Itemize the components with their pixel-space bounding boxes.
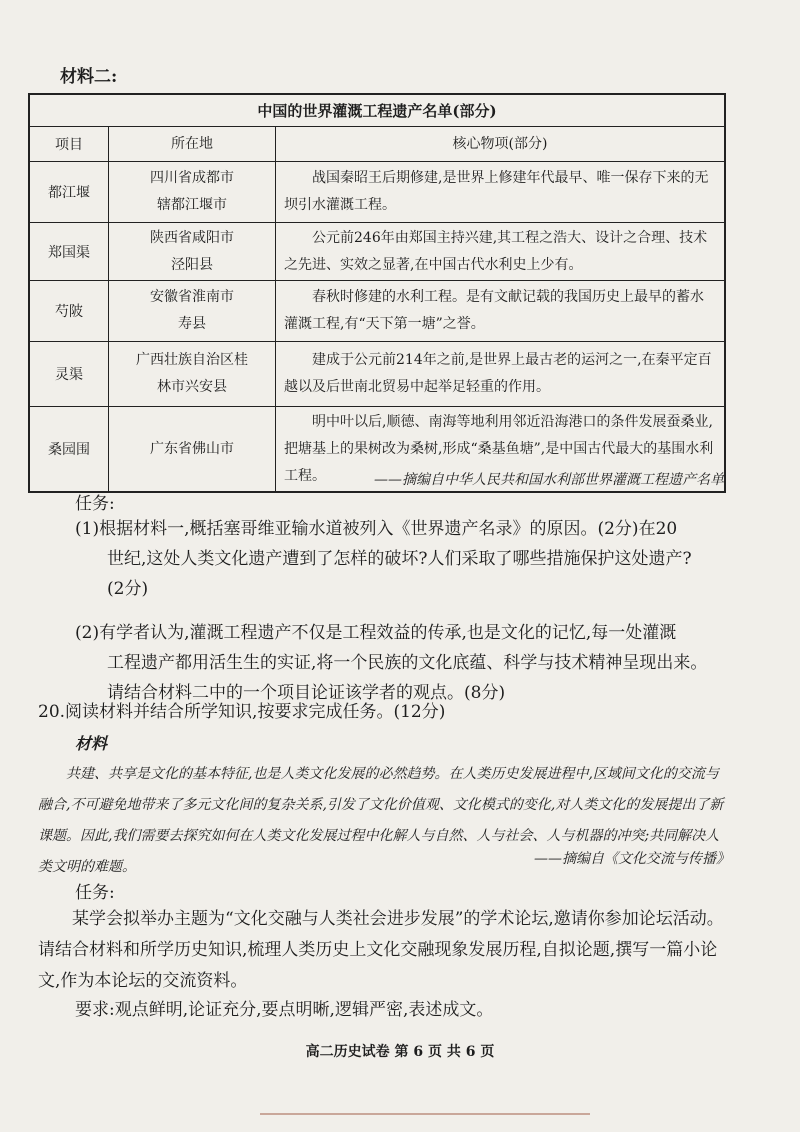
question-2	[75, 618, 755, 708]
page-footer: 高二历史试卷 第 6 页 共 6 页	[305, 1044, 495, 1060]
table-source: ——摘编自中华人民共和国水利部世界灌溉工程遗产名单	[374, 472, 724, 488]
core-items: 战国秦昭王后期修建,是世界上修建年代最早、唯一保存下来的无坝引水灌溉工程。	[276, 162, 726, 223]
material-source: ——摘编自《文化交流与传播》	[534, 851, 730, 867]
table-row	[29, 281, 725, 342]
task-description: 某学会拟举办主题为“文化交融与人类社会进步发展”的学术论坛,邀请你参加论坛活动。请结合材料和所学历史知识,梳理人类历史上文化交融现象发展历程,自拟论题,撰写一篇小论文,作为本论坛的交流资料。	[38, 909, 724, 991]
core-items: 公元前246年由郑国主持兴建,其工程之浩大、设计之合理、技术之先进、实效之显著,在中国古代水利史上少有。	[276, 223, 726, 281]
header-core-items: 核心物项(部分)	[276, 127, 726, 162]
location-line: 林市兴安县	[157, 379, 227, 395]
location-line: 广西壮族自治区桂	[136, 352, 248, 368]
project-location	[109, 407, 276, 493]
project-name: 桑园围	[29, 407, 109, 493]
material-text: 共建、共享是文化的基本特征,也是人类文化发展的必然趋势。在人类历史发展进程中,区域间文化的交流与融合,不可避免地带来了多元文化间的复杂关系,引发了文化价值观、文化模式的变化,对人类文化的发展提出了新课题。因此,我们需要去探究如何在人类文化发展过程中化解人与自然、人与社会、人与机器的冲突;共同解决人类文明的难题。	[38, 766, 724, 875]
table-row	[29, 223, 725, 281]
material-title: 材料	[75, 734, 108, 753]
question-line: (2分)	[107, 579, 149, 599]
location-line: 寿县	[178, 316, 206, 332]
table-row	[29, 162, 725, 223]
location-line: 四川省成都市	[150, 170, 234, 186]
project-name: 郑国渠	[29, 223, 109, 281]
project-name: 芍陂	[29, 281, 109, 342]
task-label: 任务:	[75, 883, 115, 903]
question-line: 世纪,这处人类文化遗产遭到了怎样的破坏?人们采取了哪些措施保护这处遗产?	[107, 549, 692, 569]
project-location	[109, 162, 276, 223]
requirements: 要求:观点鲜明,论证充分,要点明晰,逻辑严密,表述成文。	[75, 1000, 494, 1020]
location-line: 辖都江堰市	[157, 197, 227, 213]
location-line: 泾阳县	[171, 256, 213, 273]
location-line: 陕西省咸阳市	[150, 229, 234, 246]
task-label: 任务:	[75, 494, 115, 514]
project-name: 都江堰	[29, 162, 109, 223]
project-location	[109, 223, 276, 281]
table-header-row	[29, 127, 725, 162]
header-location: 所在地	[109, 127, 276, 162]
project-location	[109, 342, 276, 407]
material-two-label: 材料二:	[60, 67, 118, 87]
core-items: 建成于公元前214年之前,是世界上最古老的运河之一,在秦平定百越以及后世南北贸易中起举足轻重的作用。	[276, 342, 726, 407]
page-edge-divider	[260, 1113, 590, 1115]
irrigation-heritage-table	[28, 93, 726, 493]
question-line: 工程遗产都用活生生的实证,将一个民族的文化底蕴、科学与技术精神呈现出来。	[107, 653, 708, 673]
question-1	[75, 514, 755, 604]
project-name: 灵渠	[29, 342, 109, 407]
question-line: (1)根据材料一,概括塞哥维亚输水道被列入《世界遗产名录》的原因。(2分)在20	[75, 519, 678, 539]
location-line: 广东省佛山市	[150, 440, 234, 457]
core-items: 明中叶以后,顺德、南海等地利用邻近沿海港口的条件发展蚕桑业,把塘基上的果树改为桑树,形成“桑基鱼塘”,是中国古代最大的基围水利工程。	[276, 407, 726, 493]
project-location	[109, 281, 276, 342]
question-line: 请结合材料二中的一个项目论证该学者的观点。(8分)	[107, 683, 506, 703]
table-row	[29, 342, 725, 407]
table-caption: 中国的世界灌溉工程遗产名单(部分)	[29, 94, 725, 127]
question-line: (2)有学者认为,灌溉工程遗产不仅是工程效益的传承,也是文化的记忆,每一处灌溉	[75, 623, 677, 643]
core-items: 春秋时修建的水利工程。是有文献记载的我国历史上最早的蓄水灌溉工程,有“天下第一塘”之誉。	[276, 281, 726, 342]
header-project: 项目	[29, 127, 109, 162]
question-20-heading: 20.阅读材料并结合所学知识,按要求完成任务。(12分)	[38, 702, 446, 722]
location-line: 安徽省淮南市	[150, 289, 234, 305]
